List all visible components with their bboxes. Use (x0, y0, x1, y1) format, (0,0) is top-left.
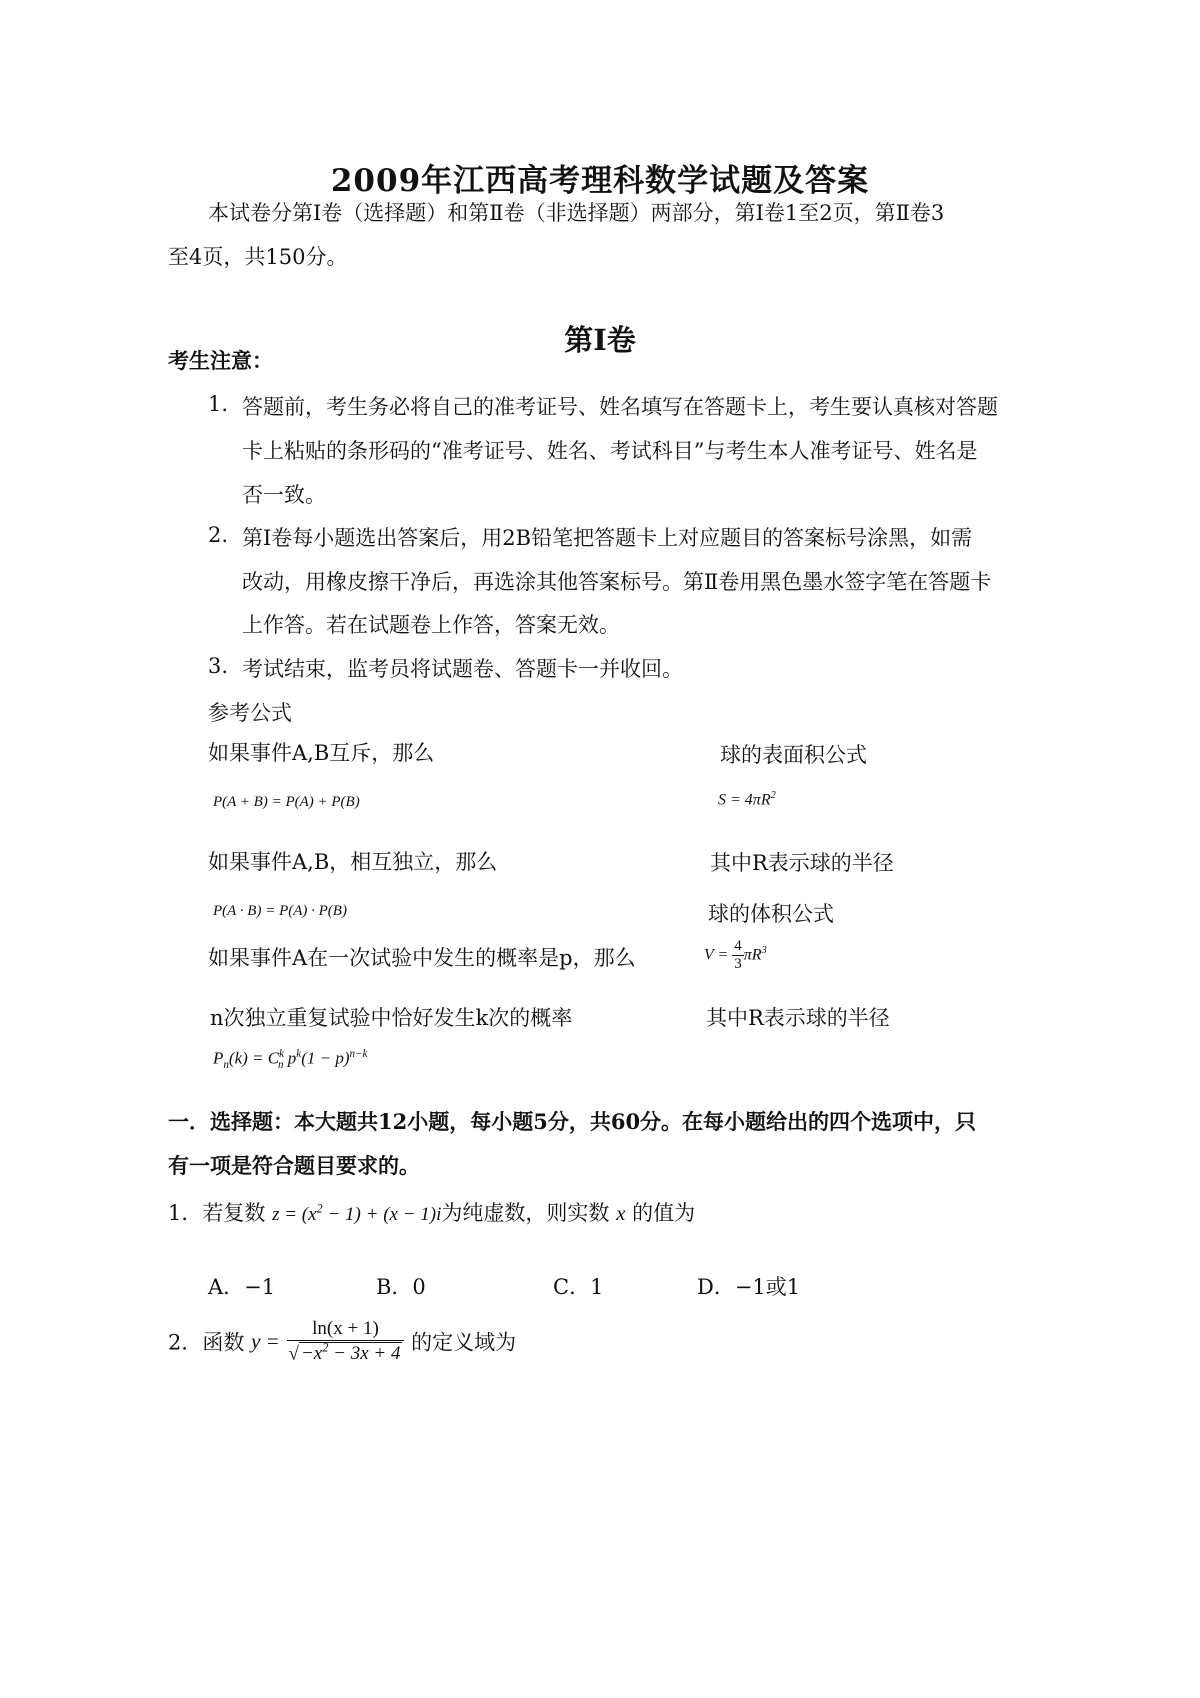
intro-line-1: 本试卷分第Ⅰ卷（选择题）和第Ⅱ卷（非选择题）两部分，第Ⅰ卷1至2页，第Ⅱ卷3 (208, 201, 945, 225)
question-2-number: 2． (168, 1330, 203, 1355)
formula-note-radius-1: 其中R表示球的半径 (710, 851, 894, 875)
formula-sphere-volume: V = $\frac{4}{3}$ $\pi R^3$ (704, 938, 767, 972)
question-2-lhs: y = (251, 1329, 280, 1354)
question-1-expression: $z = (x^2 - 1) + (x - 1)i$ (272, 1201, 442, 1225)
notice-1-number: 1. (208, 392, 229, 416)
question-2-fraction (287, 1318, 405, 1365)
formula-label-sphere-surface: 球的表面积公式 (720, 743, 867, 767)
formula-label-independent: 如果事件A,B，相互独立，那么 (208, 850, 498, 874)
formula-multiplication: P(A · B) = P(A) · P(B) (213, 903, 347, 919)
formula-label-mutually-exclusive: 如果事件A,B互斥，那么 (208, 741, 435, 765)
intro-line-2: 至4页，共150分。 (168, 245, 348, 269)
question-1-option-d: D．−1或1 (697, 1275, 801, 1299)
question-1-option-c: C．1 (553, 1275, 604, 1299)
question-1 (168, 1197, 695, 1227)
notice-1-line-2: 卡上粘贴的条形码的“准考证号、姓名、考试科目”与考生本人准考证号、姓名是 (242, 439, 978, 463)
question-1-text-a: 若复数 (202, 1201, 266, 1225)
section-title: 第Ⅰ卷 (564, 323, 636, 357)
formula-sphere-surface: $S = 4\pi R^2$ (718, 790, 776, 809)
part1-heading-line-1: 一．选择题：本大题共12小题，每小题5分，共60分。在每小题给出的四个选项中，只 (168, 1109, 977, 1134)
question-2-numerator: ln(x + 1) (287, 1318, 405, 1341)
part1-heading-line-2: 有一项是符合题目要求的。 (168, 1153, 420, 1178)
question-2-denominator: √ $-x^2 - 3x + 4$ (288, 1341, 401, 1365)
formula-binomial: $P_n(k) = C^k_n$ $p^k(1 - p)^{n-k}$ (213, 1048, 368, 1072)
question-1-variable: x (616, 1201, 626, 1225)
notice-2-line-2: 改动，用橡皮擦干净后，再选涂其他答案标号。第Ⅱ卷用黑色墨水签字笔在答题卡 (242, 570, 992, 594)
question-1-text-c: 的值为 (632, 1201, 696, 1225)
question-2 (168, 1318, 516, 1365)
formula-label-binomial: n次独立重复试验中恰好发生k次的概率 (210, 1006, 573, 1030)
notice-2-number: 2. (208, 523, 229, 547)
notice-2-line-1: 第Ⅰ卷每小题选出答案后，用2B铅笔把答题卡上对应题目的答案标号涂黑，如需 (242, 526, 973, 550)
question-2-text-b: 的定义域为 (411, 1330, 517, 1355)
formula-label-sphere-volume: 球的体积公式 (708, 902, 834, 926)
notice-1-line-1: 答题前，考生务必将自己的准考证号、姓名填写在答题卡上，考生要认真核对答题 (242, 395, 998, 419)
formula-label-probability: 如果事件A在一次试验中发生的概率是p，那么 (208, 946, 636, 970)
question-1-option-a: A．−1 (208, 1275, 276, 1299)
notice-2-line-3: 上作答。若在试题卷上作答，答案无效。 (242, 613, 620, 637)
notice-3-number: 3. (208, 654, 229, 678)
notice-heading: 考生注意： (168, 348, 273, 373)
question-1-number: 1． (168, 1201, 203, 1225)
formula-addition: P(A + B) = P(A) + P(B) (213, 794, 360, 810)
notice-3-line-1: 考试结束，监考员将试题卷、答题卡一并收回。 (242, 657, 683, 681)
reference-heading: 参考公式 (208, 701, 292, 725)
exam-title: 2009年江西高考理科数学试题及答案 (330, 163, 870, 199)
question-1-option-b: B．0 (376, 1275, 426, 1299)
question-2-text-a: 函数 (202, 1330, 245, 1355)
question-1-text-b: 为纯虚数，则实数 (441, 1201, 610, 1225)
notice-1-line-3: 否一致。 (242, 483, 326, 507)
formula-note-radius-2: 其中R表示球的半径 (706, 1006, 890, 1030)
